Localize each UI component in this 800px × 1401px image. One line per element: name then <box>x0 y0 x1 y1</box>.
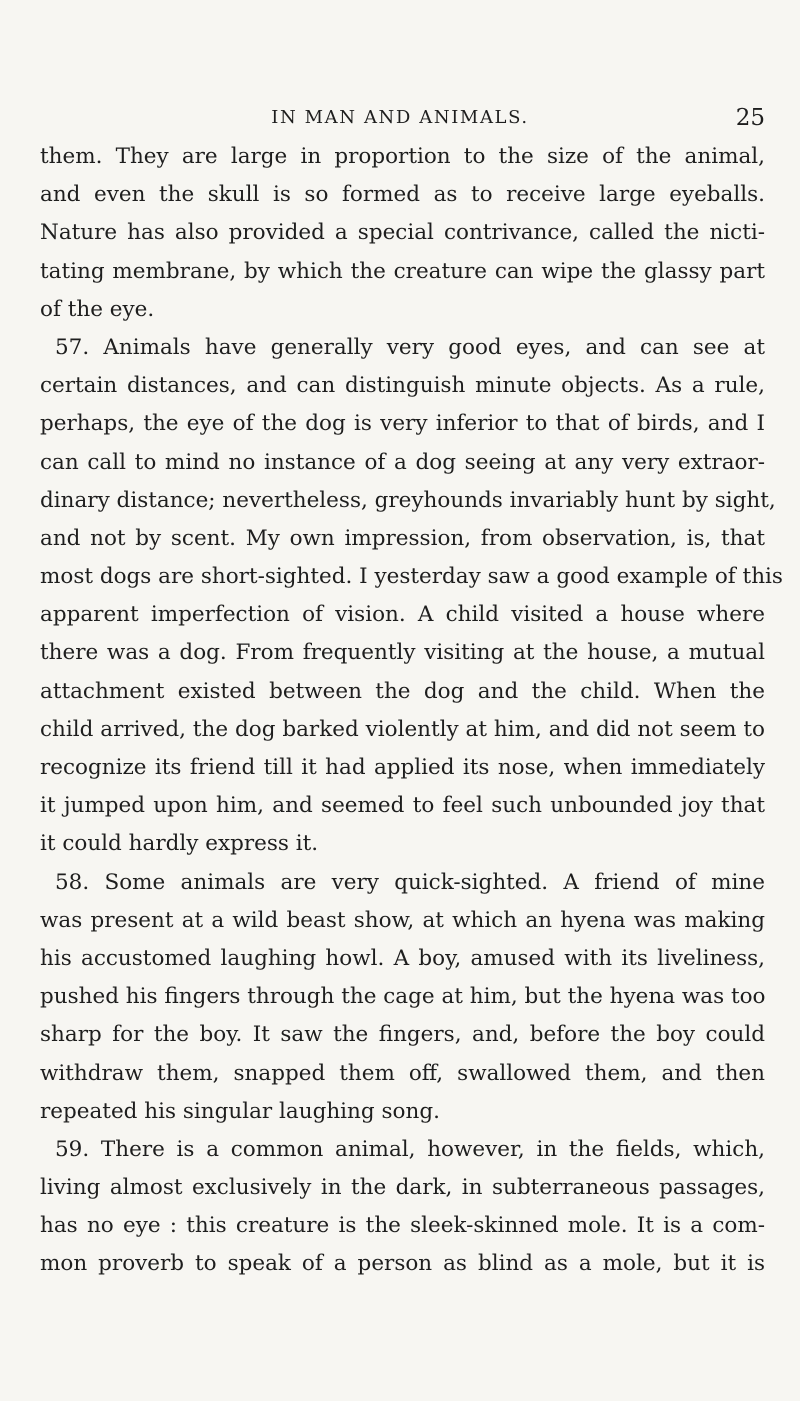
text-line: them. They are large in proportion to the size of the animal, <box>40 144 765 169</box>
text-line: living almost exclusively in the dark, in subterraneous passages, <box>40 1175 765 1201</box>
page-number: 25 <box>735 105 765 131</box>
text-line: has no eye : this creature is the sleek-skinned mole. It is a com- <box>40 1213 765 1239</box>
text-line: withdraw them, snapped them off, swallowed them, and then <box>40 1060 765 1086</box>
text-line: certain distances, and can distinguish minute objects. As a rule, <box>40 373 765 399</box>
text-line: and even the skull is so formed as to receive large eyeballs. <box>40 182 765 208</box>
text-line: pushed his fingers through the cage at him, but the hyena was too <box>40 984 766 1010</box>
running-title: IN MAN AND ANIMALS. <box>271 107 529 128</box>
text-line: dinary distance; nevertheless, greyhounds invariably hunt by sight, <box>40 487 776 513</box>
text-line: his accustomed laughing howl. A boy, amused with its liveliness, <box>40 945 765 971</box>
text-line: was present at a wild beast show, at which an hyena was making <box>40 907 765 933</box>
text-line: can call to mind no instance of a dog seeing at any very extraor- <box>40 449 765 475</box>
paragraph-59-first-line: 59. There is a common animal, however, in the fields, which, <box>55 1136 765 1162</box>
text-line: attachment existed between the dog and the child. When the <box>40 678 765 704</box>
text-line: it could hardly express it. <box>40 831 319 857</box>
text-line: sharp for the boy. It saw the fingers, and, before the boy could <box>40 1022 765 1048</box>
text-line: apparent imperfection of vision. A child visited a house where <box>40 602 765 628</box>
text-line: Nature has also provided a special contrivance, called the nicti- <box>40 220 765 246</box>
running-head <box>0 103 800 133</box>
text-line: there was a dog. From frequently visiting at the house, a mutual <box>40 640 765 666</box>
body-text <box>40 138 783 1284</box>
text-line: mon proverb to speak of a person as blind as a mole, but it is <box>40 1251 765 1277</box>
text-line: most dogs are short-sighted. I yesterday saw a good example of this <box>40 564 783 590</box>
text-line: and not by scent. My own impression, from observation, is, that <box>40 525 765 551</box>
paragraph-57-first-line: 57. Animals have generally very good eyes, and can see at <box>55 334 765 360</box>
text-line: perhaps, the eye of the dog is very inferior to that of birds, and I <box>40 411 765 437</box>
text-line: child arrived, the dog barked violently at him, and did not seem to <box>40 716 765 742</box>
text-line: repeated his singular laughing song. <box>40 1098 440 1124</box>
paragraph-58-first-line: 58. Some animals are very quick-sighted. A friend of mine <box>55 869 765 895</box>
text-line: recognize its friend till it had applied its nose, when immediately <box>40 755 765 780</box>
text-line: of the eye. <box>40 296 155 322</box>
text-line: tating membrane, by which the creature can wipe the glassy part <box>40 258 765 284</box>
text-line: it jumped upon him, and seemed to feel such unbounded joy that <box>40 793 765 819</box>
